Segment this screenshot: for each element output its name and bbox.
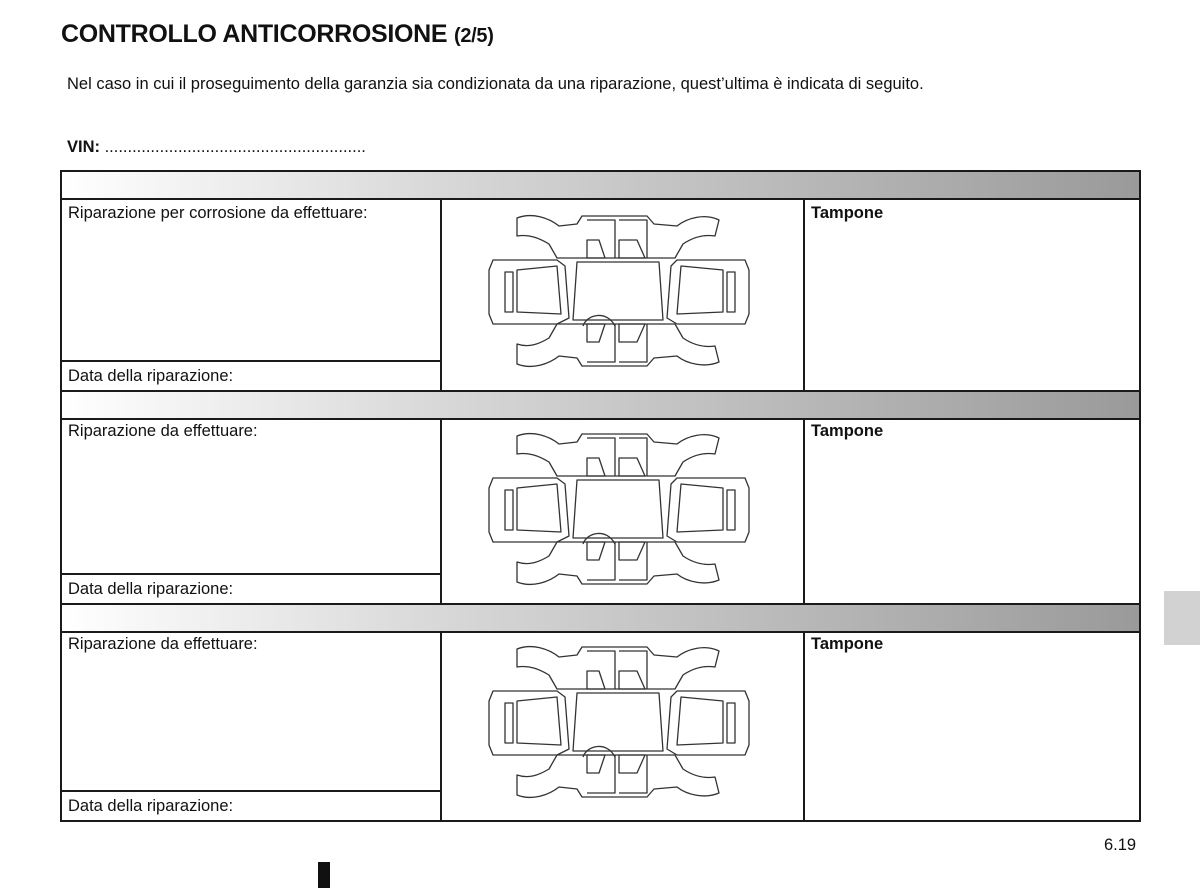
repair-label: Riparazione da effettuare: — [68, 422, 258, 440]
repair-block — [62, 631, 1139, 820]
stamp-cell — [805, 418, 1139, 603]
repair-date-cell — [62, 360, 440, 390]
car-diagram-cell — [442, 418, 805, 603]
page-title-main: CONTROLLO ANTICORROSIONE — [61, 20, 448, 48]
repair-cell — [62, 631, 442, 820]
repair-date-cell — [62, 790, 440, 820]
separator-band — [62, 390, 1139, 420]
chapter-thumb-tab — [1164, 591, 1200, 645]
repair-date-label: Data della riparazione: — [68, 580, 234, 598]
vin-dots: ......................................................... — [104, 138, 366, 156]
stamp-label: Tampone — [811, 422, 884, 440]
repair-date-cell — [62, 573, 440, 603]
stamp-cell — [805, 200, 1139, 390]
repair-block — [62, 418, 1139, 603]
page-number: 6.19 — [1104, 836, 1137, 854]
stamp-label: Tampone — [811, 635, 884, 653]
car-diagram-cell — [442, 631, 805, 820]
repair-block — [62, 200, 1139, 390]
car-body-diagram-icon — [487, 428, 752, 590]
repair-date-label: Data della riparazione: — [68, 797, 234, 815]
vin-label: VIN: — [67, 138, 100, 156]
vin-field — [67, 138, 366, 157]
stamp-cell — [805, 631, 1139, 820]
print-marker — [318, 862, 330, 888]
page-title — [61, 20, 494, 49]
repair-label: Riparazione da effettuare: — [68, 635, 258, 653]
stamp-label: Tampone — [811, 204, 884, 222]
page-title-suffix: (2/5) — [453, 25, 494, 47]
repair-cell — [62, 418, 442, 603]
separator-band — [62, 603, 1139, 633]
repair-form-table — [60, 170, 1141, 822]
separator-band — [62, 172, 1139, 200]
intro-text: Nel caso in cui il proseguimento della garanzia sia condizionata da una riparazione, quest’ultima è indicata di seguito. — [67, 75, 924, 93]
repair-cell — [62, 200, 442, 390]
car-diagram-cell — [442, 200, 805, 390]
car-body-diagram-icon — [487, 210, 752, 372]
repair-label: Riparazione per corrosione da effettuare: — [68, 204, 368, 222]
repair-date-label: Data della riparazione: — [68, 367, 234, 385]
car-body-diagram-icon — [487, 641, 752, 803]
